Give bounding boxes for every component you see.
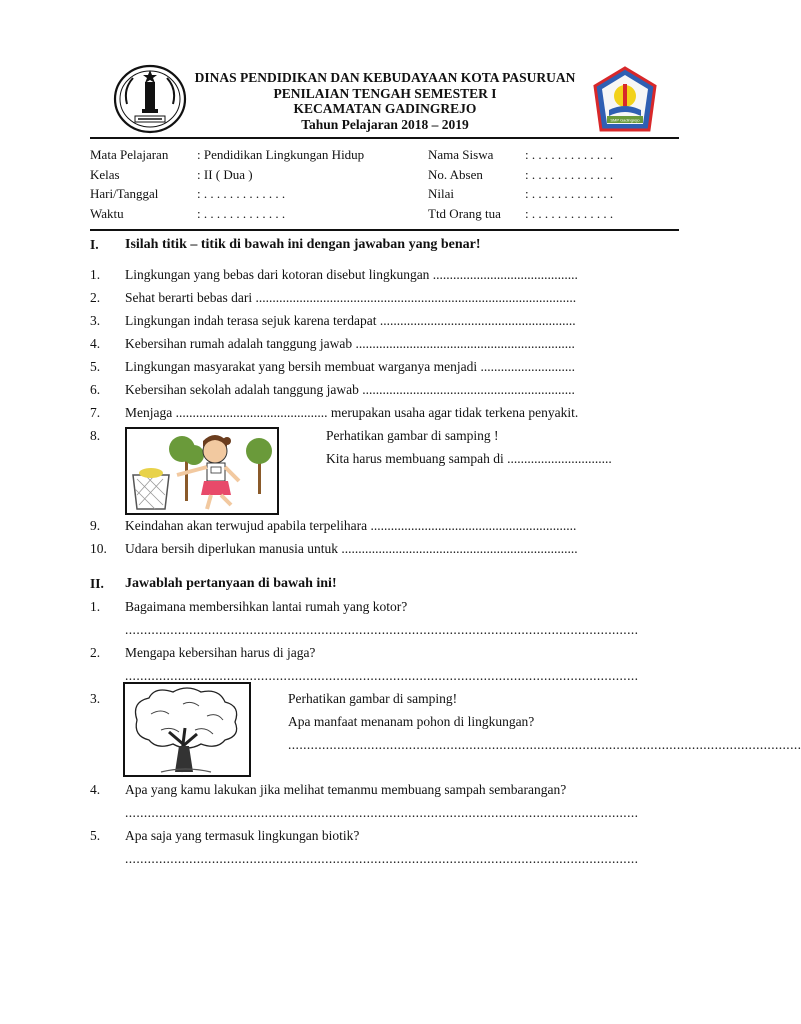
header-line-4: Tahun Pelajaran 2018 – 2019	[301, 116, 469, 132]
tree-illustration	[123, 682, 251, 777]
question-text: Sehat berarti bebas dari ...............................................................................................	[125, 290, 577, 305]
info-label: Mata Pelajaran	[90, 147, 169, 162]
question-text: Lingkungan indah terasa sejuk karena terdapat ..........................................................	[125, 313, 576, 328]
info-values-left	[197, 145, 364, 223]
school-logo-banner: SMP Gadingrejo	[610, 117, 640, 123]
girl-throwing-trash-illustration	[125, 427, 279, 515]
question-text: Perhatikan gambar di samping!	[288, 691, 458, 706]
info-label: Hari/Tanggal	[90, 186, 159, 201]
info-value[interactable]: : . . . . . . . . . . . . .	[525, 205, 614, 221]
info-label: Nama Siswa	[428, 147, 494, 162]
question-number: 5.	[90, 828, 101, 843]
question-number: 3.	[90, 313, 101, 328]
question-text: Menjaga ............................................. merupakan usaha agar tidak terkena penyakit.	[125, 405, 579, 420]
answer-dots[interactable]: ........................................................................................................................................	[125, 622, 639, 637]
question-number: 1.	[90, 599, 101, 614]
question-number: 4.	[90, 782, 101, 797]
info-values-right	[525, 145, 613, 223]
info-labels-left	[90, 145, 168, 223]
header-divider	[90, 137, 679, 139]
section-title: Isilah titik – titik di bawah ini dengan jawaban yang benar!	[125, 237, 481, 252]
info-label: Ttd Orang tua	[428, 205, 501, 221]
question-text: Perhatikan gambar di samping !	[326, 428, 499, 443]
answer-dots[interactable]: ........................................................................................................................................	[125, 805, 639, 820]
section-title: Jawablah pertanyaan di bawah ini!	[125, 576, 337, 591]
info-label: No. Absen	[428, 166, 483, 182]
question-text: Bagaimana membersihkan lantai rumah yang kotor?	[125, 599, 408, 614]
question-text: Lingkungan masyarakat yang bersih membuat warganya menjadi ............................	[125, 359, 576, 374]
question-number: 9.	[90, 518, 101, 533]
question-number: 8.	[90, 428, 101, 443]
header-line-2: PENILAIAN TENGAH SEMESTER I	[273, 85, 497, 101]
question-number: 1.	[90, 267, 101, 282]
section-number: II.	[90, 576, 104, 591]
header-line-3: KECAMATAN GADINGREJO	[293, 101, 477, 116]
question-number: 4.	[90, 336, 101, 351]
answer-dots[interactable]: ........................................................................................................................................	[125, 668, 639, 683]
info-label: Kelas	[90, 166, 120, 182]
question-text: Keindahan akan terwujud apabila terpelihara .............................................................	[125, 518, 577, 533]
question-number: 2.	[90, 645, 101, 660]
question-number: 7.	[90, 405, 101, 420]
question-text: Kebersihan rumah adalah tanggung jawab .................................................................	[125, 336, 575, 351]
question-number: 6.	[90, 382, 101, 397]
info-label: Waktu	[90, 205, 124, 221]
document-header	[185, 70, 585, 132]
answer-dots[interactable]: ........................................................................................................................................	[125, 851, 639, 866]
question-text: Kita harus membuang sampah di ...............................	[326, 451, 612, 466]
info-value[interactable]: : . . . . . . . . . . . . .	[525, 147, 614, 162]
question-number: 5.	[90, 359, 101, 374]
info-divider	[90, 229, 679, 231]
question-text: Apa saja yang termasuk lingkungan biotik?	[125, 828, 360, 843]
question-text: Apa manfaat menanam pohon di lingkungan?	[288, 714, 535, 729]
school-logo-icon	[593, 66, 657, 134]
info-value: : Pendidikan Lingkungan Hidup	[197, 147, 365, 162]
city-emblem-icon	[113, 64, 187, 134]
question-number: 2.	[90, 290, 101, 305]
question-text: Apa yang kamu lakukan jika melihat temanmu membuang sampah sembarangan?	[125, 782, 567, 797]
info-labels-right	[428, 145, 501, 223]
info-value[interactable]: : . . . . . . . . . . . . .	[197, 186, 286, 201]
question-text: Udara bersih diperlukan manusia untuk ......................................................................	[125, 541, 578, 556]
answer-dots[interactable]: ........................................................................................................................................	[288, 737, 801, 752]
section-number: I.	[90, 237, 99, 252]
question-text: Mengapa kebersihan harus di jaga?	[125, 645, 316, 660]
info-value[interactable]: : . . . . . . . . . . . . .	[525, 166, 614, 182]
question-number: 3.	[90, 691, 101, 706]
question-number: 10.	[90, 541, 107, 556]
question-text: Kebersihan sekolah adalah tanggung jawab ...............................................................	[125, 382, 575, 397]
info-value[interactable]: : . . . . . . . . . . . . .	[525, 186, 614, 201]
info-value: : II ( Dua )	[197, 166, 253, 182]
header-line-1: DINAS PENDIDIKAN DAN KEBUDAYAAN KOTA PASURUAN	[194, 70, 576, 85]
info-label: Nilai	[428, 186, 454, 201]
question-text: Lingkungan yang bebas dari kotoran disebut lingkungan ...........................................	[125, 267, 578, 282]
info-value[interactable]: : . . . . . . . . . . . . .	[197, 205, 286, 221]
